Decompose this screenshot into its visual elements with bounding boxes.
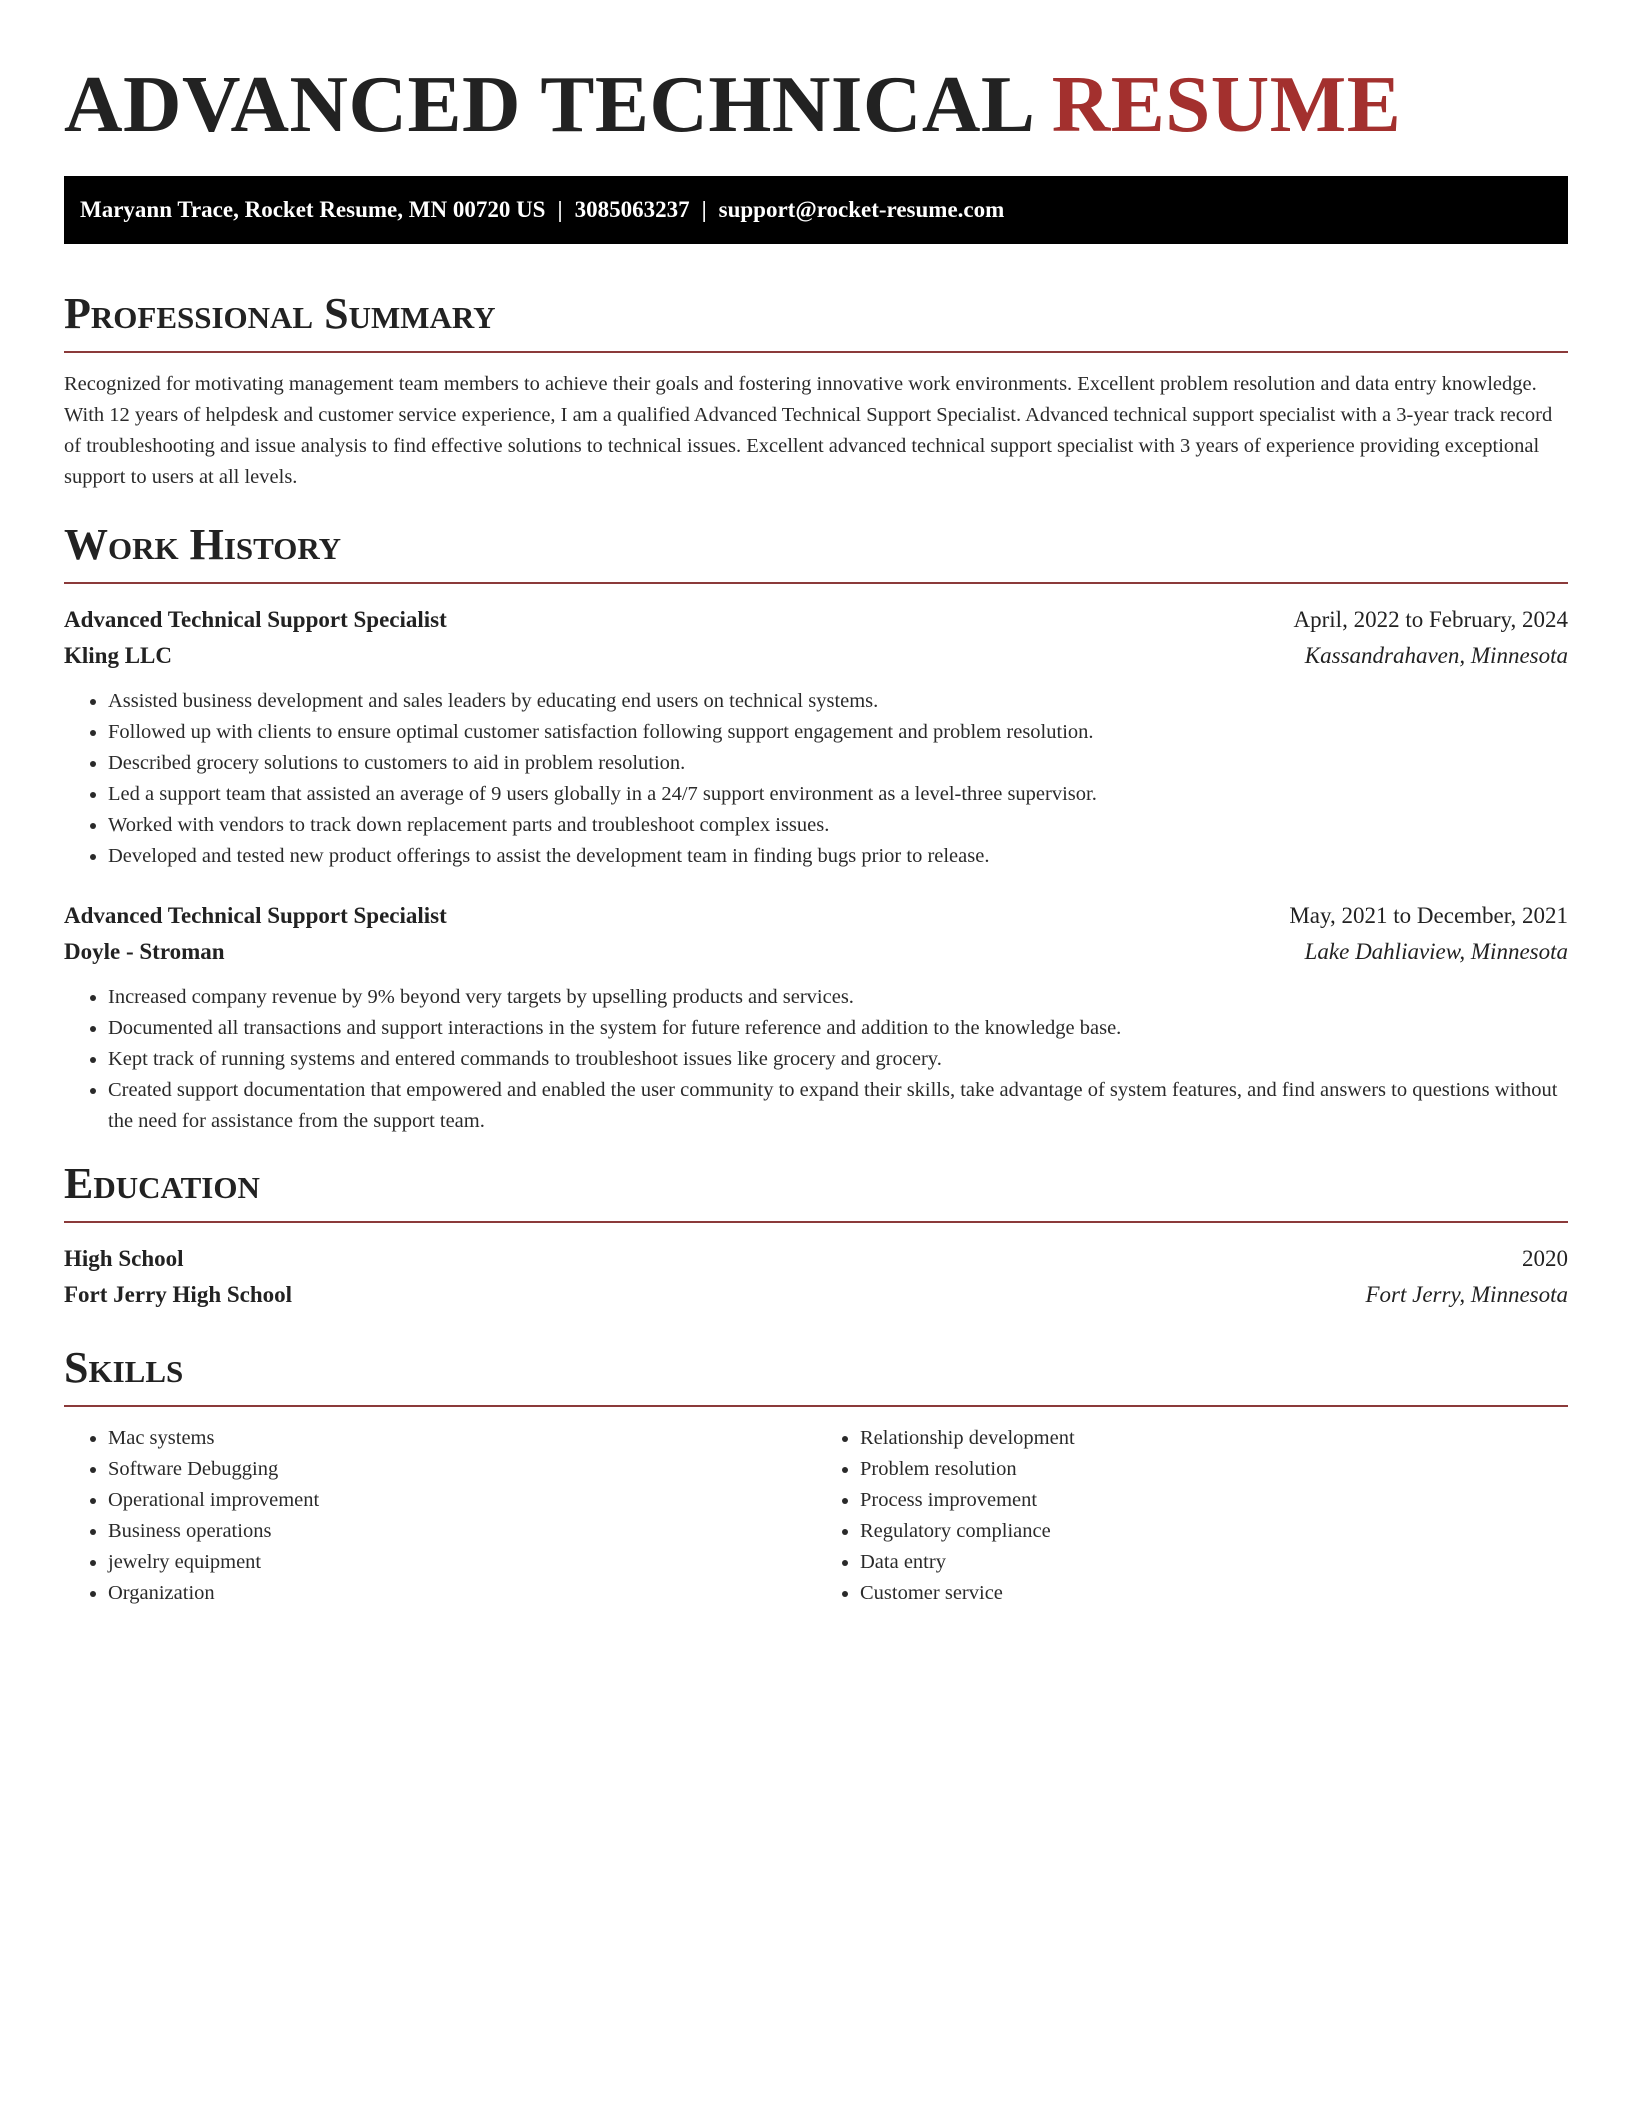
- contact-separator: |: [557, 197, 563, 222]
- job-location: Kassandrahaven, Minnesota: [1304, 643, 1568, 668]
- education-entry: [64, 1241, 1568, 1313]
- summary-heading: Professional Summary: [64, 289, 496, 338]
- job-entry: [64, 898, 1568, 1137]
- list-item: • Regulatory compliance: [860, 1516, 1568, 1547]
- list-item: • Data entry: [860, 1547, 1568, 1578]
- job-dates: May, 2021 to December, 2021: [1289, 903, 1568, 928]
- skills-list-right: [816, 1423, 1568, 1609]
- list-item: • Led a support team that assisted an average of 9 users globally in a 24/7 support environment as a level-three supervisor.: [108, 779, 1568, 810]
- list-item: • Created support documentation that empowered and enabled the user community to expand their skills, take advantage of system features, and find answers to questions without the need for assistance from the support team.: [108, 1075, 1568, 1137]
- list-item: • Operational improvement: [108, 1485, 816, 1516]
- job-entry: [64, 602, 1568, 872]
- list-item: • Problem resolution: [860, 1454, 1568, 1485]
- job-company-row: [64, 638, 1568, 674]
- job-title: Advanced Technical Support Specialist: [64, 903, 447, 928]
- job-company-row: [64, 934, 1568, 970]
- list-item: • Process improvement: [860, 1485, 1568, 1516]
- job-title: Advanced Technical Support Specialist: [64, 607, 447, 632]
- skills-columns: [64, 1407, 1568, 1609]
- resume-page: [64, 0, 1568, 1609]
- job-location: Lake Dahliaview, Minnesota: [1304, 939, 1568, 964]
- work-history-heading: Work History: [64, 520, 342, 569]
- list-item: • Kept track of running systems and entered commands to troubleshoot issues like grocery and grocery.: [108, 1044, 1568, 1075]
- resume-title: [64, 0, 1568, 150]
- list-item: • Increased company revenue by 9% beyond very targets by upselling products and services.: [108, 982, 1568, 1013]
- education-heading: Education: [64, 1159, 260, 1208]
- title-main: ADVANCED TECHNICAL: [64, 59, 1031, 149]
- job-bullets: [64, 982, 1568, 1137]
- section-rule: [64, 1221, 1568, 1223]
- list-item: • Business operations: [108, 1516, 816, 1547]
- education-year: 2020: [1522, 1246, 1568, 1271]
- contact-address: Maryann Trace, Rocket Resume, MN 00720 US: [80, 197, 546, 222]
- contact-phone: 3085063237: [574, 197, 690, 222]
- list-item: • Developed and tested new product offerings to assist the development team in finding bugs prior to release.: [108, 841, 1568, 872]
- summary-text: Recognized for motivating management team members to achieve their goals and fostering innovative work environments. Excellent problem resolution and data entry knowledge. With 12 years of helpdesk and customer service experience, I am a qualified Advanced Technical Support Specialist. Advanced technical support specialist with a 3-year track record of troubleshooting and issue analysis to find effective solutions to technical issues. Excellent advanced technical support specialist with 3 years of experience providing exceptional support to users at all levels.: [64, 373, 1553, 488]
- job-dates: April, 2022 to February, 2024: [1293, 607, 1568, 632]
- list-item: • Documented all transactions and support interactions in the system for future reference and addition to the knowledge base.: [108, 1013, 1568, 1044]
- contact-email: support@rocket-resume.com: [718, 197, 1005, 222]
- contact-separator: |: [701, 197, 707, 222]
- job-company: Doyle - Stroman: [64, 939, 225, 964]
- section-rule: [64, 582, 1568, 584]
- education-school: Fort Jerry High School: [64, 1282, 293, 1307]
- list-item: • Worked with vendors to track down replacement parts and troubleshoot complex issues.: [108, 810, 1568, 841]
- list-item: • Assisted business development and sales leaders by educating end users on technical systems.: [108, 686, 1568, 717]
- title-accent: RESUME: [1051, 59, 1402, 149]
- education-location: Fort Jerry, Minnesota: [1365, 1282, 1568, 1307]
- education-degree-row: [64, 1241, 1568, 1277]
- list-item: • Customer service: [860, 1578, 1568, 1609]
- list-item: • Organization: [108, 1578, 816, 1609]
- job-bullets: [64, 686, 1568, 872]
- list-item: • Described grocery solutions to customers to aid in problem resolution.: [108, 748, 1568, 779]
- list-item: • jewelry equipment: [108, 1547, 816, 1578]
- list-item: • Followed up with clients to ensure optimal customer satisfaction following support engagement and problem resolution.: [108, 717, 1568, 748]
- job-title-row: [64, 898, 1568, 934]
- job-title-row: [64, 602, 1568, 638]
- job-company: Kling LLC: [64, 643, 173, 668]
- list-item: • Software Debugging: [108, 1454, 816, 1485]
- skills-list-left: [64, 1423, 816, 1609]
- skills-heading: Skills: [64, 1343, 184, 1392]
- contact-bar: [64, 176, 1568, 244]
- list-item: • Relationship development: [860, 1423, 1568, 1454]
- list-item: • Mac systems: [108, 1423, 816, 1454]
- education-degree: High School: [64, 1246, 184, 1271]
- education-school-row: [64, 1277, 1568, 1313]
- section-rule: [64, 351, 1568, 353]
